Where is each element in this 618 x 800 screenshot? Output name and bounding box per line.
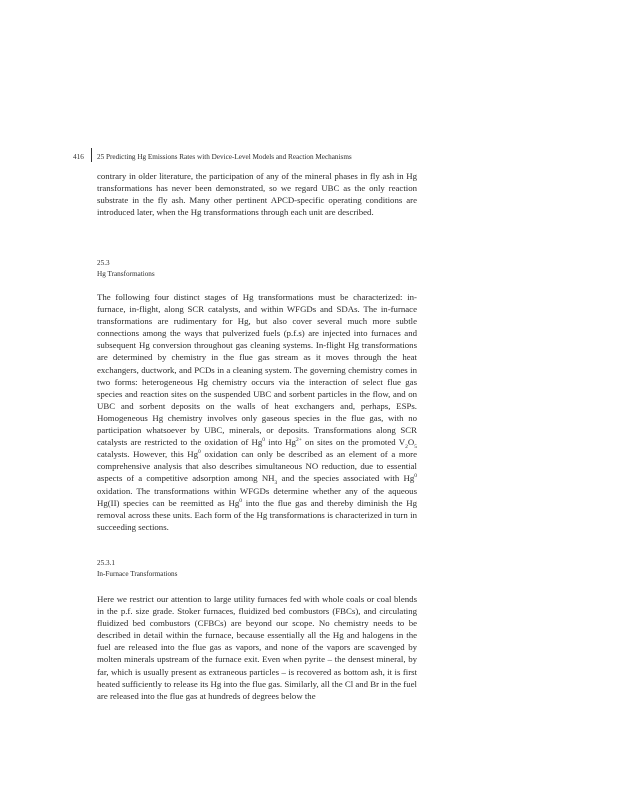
section-number: 25.3 (97, 259, 110, 267)
superscript: 0 (414, 473, 417, 480)
text-run: into the flue gas and thereby diminish the Hg removal across these units. Each form of the Hg transformations is characterized in turn in succeeding sections. (97, 497, 418, 532)
section-heading-25-3-1 (97, 558, 177, 580)
subscript: 2 (405, 443, 408, 450)
text-run: oxidation can only be described as an element of a more comprehensive analysis that also describes simultaneous NO reduction, due to essential aspects of a competitive adsorption among NH (97, 449, 417, 484)
text-run: on sites on the promoted V (301, 437, 406, 448)
running-title: 25 Predicting Hg Emissions Rates with Device-Level Models and Reaction Mechanisms (97, 153, 352, 161)
text-run: oxidation. The transformations within WFGDs determine whether any of the aqueous Hg(II) species can be reemitted as Hg (97, 485, 417, 508)
running-header (0, 151, 618, 165)
text-run: catalysts. However, this Hg (97, 449, 199, 460)
text-run: and the species associated with Hg (277, 473, 415, 484)
superscript: 0 (198, 449, 201, 456)
text-run: into Hg (265, 437, 296, 448)
paragraph-intro-continued: contrary in older literature, the participation of any of the mineral phases in fly ash in Hg transformations has never been demonstrated, so we regard UBC as the only reaction substrate in the fly ash. Many other pertinent APCD-specific operating conditions are introduced later, when the Hg transformations through each unit are described. (97, 171, 417, 218)
section-title: Hg Transformations (97, 270, 155, 278)
paragraph-in-furnace: Here we restrict our attention to large utility furnaces fed with whole coals or coal blends in the p.f. size grade. Stoker furnaces, fluidized bed combustors (FBCs), and circulating fluidized bed combustors (CFBCs) are beyond our scope. No chemistry needs to be described in detail within the furnace, because essentially all the Hg and halogens in the fuel are released into the flue gas as vapors, and none of the vapors are scavenged by molten minerals upstream of the furnace exit. Even when pyrite – the densest mineral, by far, which is usually present as extraneous particles – is recovered as bottom ash, it is first heated sufficiently to release its Hg into the flue gas. Similarly, all the Cl and Br in the fuel are released into the flue gas at hundreds of degrees below the (97, 594, 417, 701)
subscript: 5 (414, 443, 417, 450)
section-heading-25-3 (97, 258, 155, 280)
header-divider (91, 148, 92, 162)
superscript: 0 (262, 437, 266, 444)
text-run: The following four distinct stages of Hg transformations must be characterized: in-furnace, in-flight, along SCR catalysts, and within WFGDs and SDAs. The in-furnace transformations are rudimentary for Hg, but also cover several much more subtle connections among the ways that pulverized fuels (p.f.s) are injected into furnaces and subsequent Hg conversion throughout gas cleaning systems. In-flight Hg transformations are determined by chemistry in the flue gas stream as it moves through the heat exchangers, ductwork, and PCDs in a cleaning system. The governing chemistry comes in two forms: heterogeneous Hg chemistry occurs via the interaction of select flue gas species and reaction sites on the suspended UBC and sorbent particles in the flow, and on UBC and sorbent deposits on the walls of heat exchangers and, perhaps, ESPs. Homogeneous Hg chemistry involves only gaseous species in the flue gas, with no participation whatsoever by UBC, minerals, or deposits. Transformations along SCR catalysts are restricted to the oxidation of Hg (97, 292, 417, 448)
section-number: 25.3.1 (97, 559, 115, 567)
paragraph-hg-transformations (97, 291, 417, 533)
superscript: 0 (239, 497, 242, 504)
superscript: 2+ (295, 437, 302, 444)
page-number: 416 (73, 153, 84, 161)
subscript: 3 (274, 480, 278, 487)
section-title: In-Furnace Transformations (97, 570, 178, 578)
text-run: O (407, 437, 415, 448)
